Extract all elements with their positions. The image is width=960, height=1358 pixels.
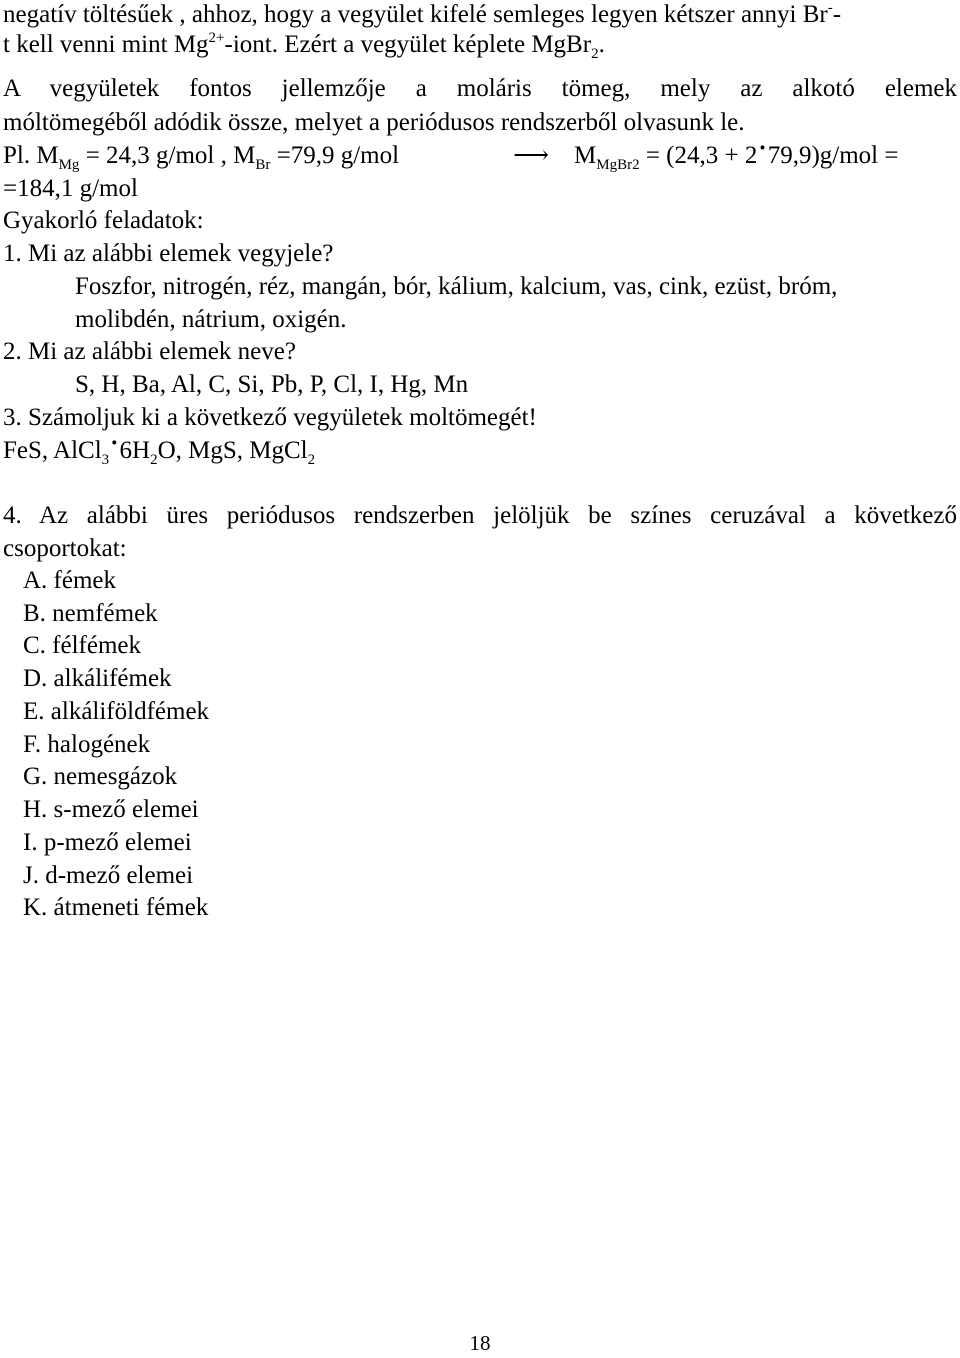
question-3-compounds bbox=[3, 430, 316, 468]
question-4-line-1: 4. Az alábbi üres periódusos rendszerben jelöljük be színes ceruzával a következő bbox=[3, 502, 957, 529]
subscript: 2 bbox=[150, 452, 158, 468]
question-1: 1. Mi az alábbi elemek vegyjele? bbox=[3, 240, 334, 267]
group-item: I. p-mező elemei bbox=[23, 829, 192, 856]
group-item: D. alkálifémek bbox=[23, 665, 172, 692]
subscript: 2 bbox=[307, 452, 316, 468]
question-1-elements-line-1: Foszfor, nitrogén, réz, mangán, bór, kálium, kalcium, vas, cink, ezüst, bróm, bbox=[75, 273, 838, 300]
superscript: - bbox=[827, 0, 833, 16]
question-3: 3. Számoljuk ki a következő vegyületek moltömegét! bbox=[3, 404, 537, 431]
exercises-heading: Gyakorló feladatok: bbox=[3, 207, 204, 234]
group-item: B. nemfémek bbox=[23, 600, 158, 627]
page-number: 18 bbox=[469, 1331, 491, 1355]
group-item: F. halogének bbox=[23, 731, 151, 758]
example-text: 79,9)g/mol = bbox=[767, 142, 899, 169]
arrow-glyph: ⟶ bbox=[513, 142, 549, 169]
group-item: J. d-mező elemei bbox=[23, 862, 194, 889]
subscript: MgBr2 bbox=[596, 157, 640, 173]
example-calculation bbox=[574, 135, 899, 173]
subscript: Br bbox=[255, 157, 271, 173]
group-item: G. nemesgázok bbox=[23, 763, 178, 790]
group-item: C. félfémek bbox=[23, 632, 142, 659]
superscript: 2+ bbox=[208, 30, 225, 46]
intro-text: -iont. Ezért a vegyület képlete MgBr bbox=[224, 31, 592, 58]
example-text: = 24,3 g/mol , M bbox=[79, 142, 256, 169]
intro-line-4: móltömegéből adódik össze, melyet a periódusos rendszerből olvasunk le. bbox=[3, 109, 745, 136]
question-1-elements-line-2: molibdén, nátrium, oxigén. bbox=[75, 306, 347, 333]
example-line bbox=[3, 141, 399, 171]
intro-line-1 bbox=[3, 0, 841, 30]
compound-text: 6H bbox=[119, 437, 151, 464]
multiply-dot-icon: · bbox=[758, 135, 767, 162]
compound-text: O, MgS, MgCl bbox=[157, 437, 308, 464]
subscript: 2 bbox=[591, 46, 599, 62]
subscript: 3 bbox=[101, 452, 110, 468]
example-text: = (24,3 + 2 bbox=[639, 142, 758, 169]
example-text: =79,9 g/mol bbox=[270, 142, 400, 169]
arrow-icon bbox=[493, 141, 569, 171]
group-item: E. alkáliföldfémek bbox=[23, 698, 210, 725]
intro-text: . bbox=[598, 31, 605, 58]
group-item: K. átmeneti fémek bbox=[23, 894, 209, 921]
intro-text: - bbox=[832, 1, 842, 28]
example-text: Pl. M bbox=[3, 142, 59, 169]
subscript: Mg bbox=[58, 157, 80, 173]
intro-line-3: A vegyületek fontos jellemzője a moláris tömeg, mely az alkotó elemek bbox=[3, 75, 957, 102]
intro-line-2 bbox=[3, 30, 605, 60]
question-4-line-2: csoportokat: bbox=[3, 535, 127, 562]
example-result: =184,1 g/mol bbox=[3, 175, 138, 202]
group-item: A. fémek bbox=[23, 567, 117, 594]
example-text: M bbox=[574, 142, 597, 169]
intro-text: t kell venni mint Mg bbox=[3, 31, 209, 58]
multiply-dot-icon: · bbox=[110, 430, 119, 457]
question-2-symbols: S, H, Ba, Al, C, Si, Pb, P, Cl, I, Hg, Mn bbox=[75, 371, 469, 398]
intro-text: negatív töltésűek , ahhoz, hogy a vegyület kifelé semleges legyen kétszer annyi Br bbox=[3, 1, 828, 28]
group-item: H. s-mező elemei bbox=[23, 796, 199, 823]
compound-text: FeS, AlCl bbox=[3, 437, 102, 464]
question-2: 2. Mi az alábbi elemek neve? bbox=[3, 338, 296, 365]
